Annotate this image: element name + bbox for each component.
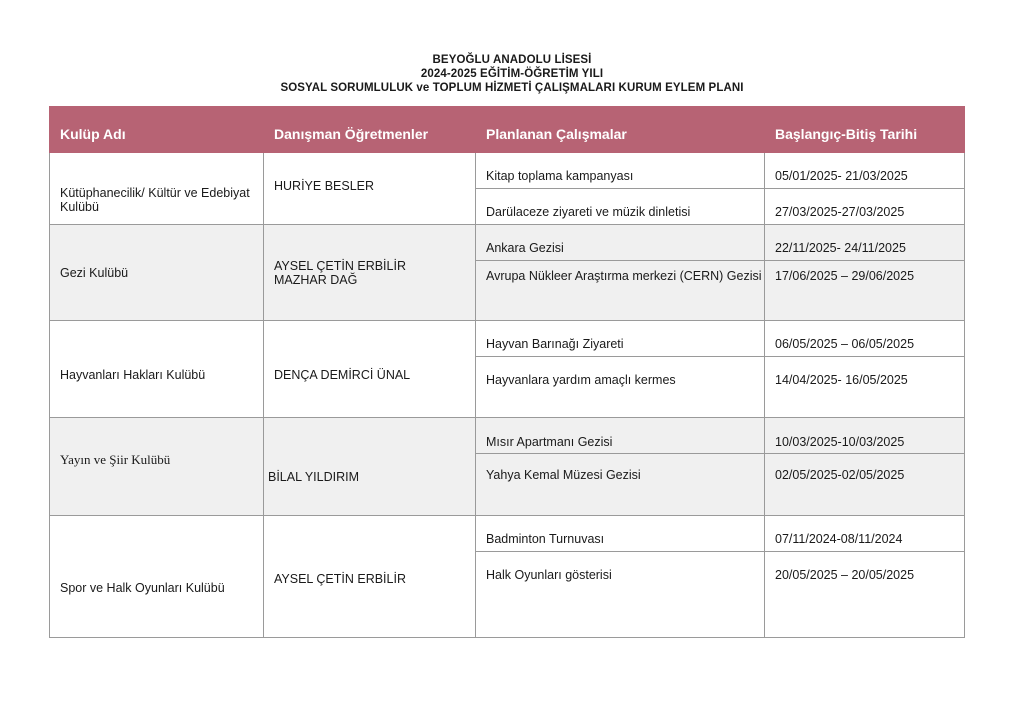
table-row (50, 321, 965, 357)
date-cell (765, 261, 965, 321)
activity-dates: 22/11/2025- 24/11/2025 (775, 240, 906, 255)
date-cell (765, 321, 965, 357)
activity-cell (476, 321, 765, 357)
club-name: Gezi Kulübü (60, 265, 129, 280)
activity-name: Yahya Kemal Müzesi Gezisi (486, 468, 641, 482)
club-name-cell (50, 321, 264, 418)
date-cell (765, 357, 965, 418)
column-header-activities: Planlanan Çalışmalar (476, 107, 765, 153)
activity-dates: 07/11/2024-08/11/2024 (775, 531, 903, 546)
date-cell (765, 552, 965, 638)
activity-name: Mısır Apartmanı Gezisi (486, 434, 613, 449)
activity-cell (476, 357, 765, 418)
academic-year: 2024-2025 EĞİTİM-ÖĞRETİM YILI (420, 68, 604, 80)
advisor-name: BİLAL YILDIRIM (268, 469, 360, 484)
school-name: BEYOĞLU ANADOLU LİSESİ (432, 54, 592, 66)
activity-name: Kitap toplama kampanyası (486, 168, 634, 183)
activity-cell (476, 418, 765, 454)
club-name-cell (50, 153, 264, 225)
table-row (50, 516, 965, 552)
table-row (50, 153, 965, 189)
activity-dates: 02/05/2025-02/05/2025 (775, 468, 905, 482)
action-plan-table (49, 106, 965, 638)
activity-dates: 17/06/2025 – 29/06/2025 (775, 269, 915, 283)
activity-cell (476, 552, 765, 638)
club-name: Yayın ve Şiir Kulübü (60, 452, 171, 467)
club-name-cell (50, 225, 264, 321)
activity-name: Darülaceze ziyareti ve müzik dinletisi (486, 204, 691, 219)
activity-cell (476, 454, 765, 516)
column-header-club: Kulüp Adı (50, 107, 264, 153)
club-name-cell (50, 418, 264, 516)
date-cell (765, 516, 965, 552)
activity-name: Hayvan Barınağı Ziyareti (486, 336, 624, 351)
activity-cell (476, 153, 765, 189)
activity-dates: 05/01/2025- 21/03/2025 (775, 168, 908, 183)
table-row (50, 225, 965, 261)
activity-cell (476, 261, 765, 321)
activity-name: Badminton Turnuvası (486, 531, 605, 546)
activity-dates: 06/05/2025 – 06/05/2025 (775, 336, 915, 351)
activity-name: Avrupa Nükleer Araştırma merkezi (CERN) Gezisi (486, 269, 762, 283)
advisors-cell (264, 225, 476, 321)
advisors-cell (264, 321, 476, 418)
activity-dates: 20/05/2025 – 20/05/2025 (775, 568, 915, 582)
column-header-advisors: Danışman Öğretmenler (264, 107, 476, 153)
table-row (50, 418, 965, 454)
activity-cell (476, 516, 765, 552)
activity-dates: 10/03/2025-10/03/2025 (775, 434, 905, 449)
date-cell (765, 454, 965, 516)
activity-dates: 27/03/2025-27/03/2025 (775, 204, 905, 219)
date-cell (765, 153, 965, 189)
club-name: Hayvanları Hakları Kulübü (60, 368, 206, 382)
activity-cell (476, 225, 765, 261)
activity-name: Hayvanlara yardım amaçlı kermes (486, 373, 676, 387)
advisors-cell (264, 516, 476, 638)
advisors-cell (264, 153, 476, 225)
column-header-dates: Başlangıç-Bitiş Tarihi (765, 107, 965, 153)
club-name: Kütüphanecilik/ Kültür ve Edebiyat Kulübü (60, 185, 250, 214)
activity-dates: 14/04/2025- 16/05/2025 (775, 373, 908, 387)
date-cell (765, 418, 965, 454)
advisor-name: AYSEL ÇETİN ERBİLİR (274, 258, 406, 273)
club-name: Spor ve Halk Oyunları Kulübü (60, 580, 225, 595)
document-header (0, 53, 1024, 95)
activity-cell (476, 189, 765, 225)
table-header-row (50, 107, 965, 153)
advisor-name: HURİYE BESLER (274, 179, 375, 193)
plan-title: SOSYAL SORUMLULUK ve TOPLUM HİZMETİ ÇALIŞMALARI KURUM EYLEM PLANI (280, 82, 744, 94)
date-cell (765, 189, 965, 225)
advisors-cell (264, 418, 476, 516)
club-name-cell (50, 516, 264, 638)
activity-name: Halk Oyunları gösterisi (486, 568, 612, 582)
activity-name: Ankara Gezisi (486, 240, 564, 255)
advisor-name: DENÇA DEMİRCİ ÜNAL (274, 368, 411, 382)
advisor-name: AYSEL ÇETİN ERBİLİR (274, 571, 406, 586)
date-cell (765, 225, 965, 261)
advisor-name: MAZHAR DAĞ (274, 272, 358, 287)
